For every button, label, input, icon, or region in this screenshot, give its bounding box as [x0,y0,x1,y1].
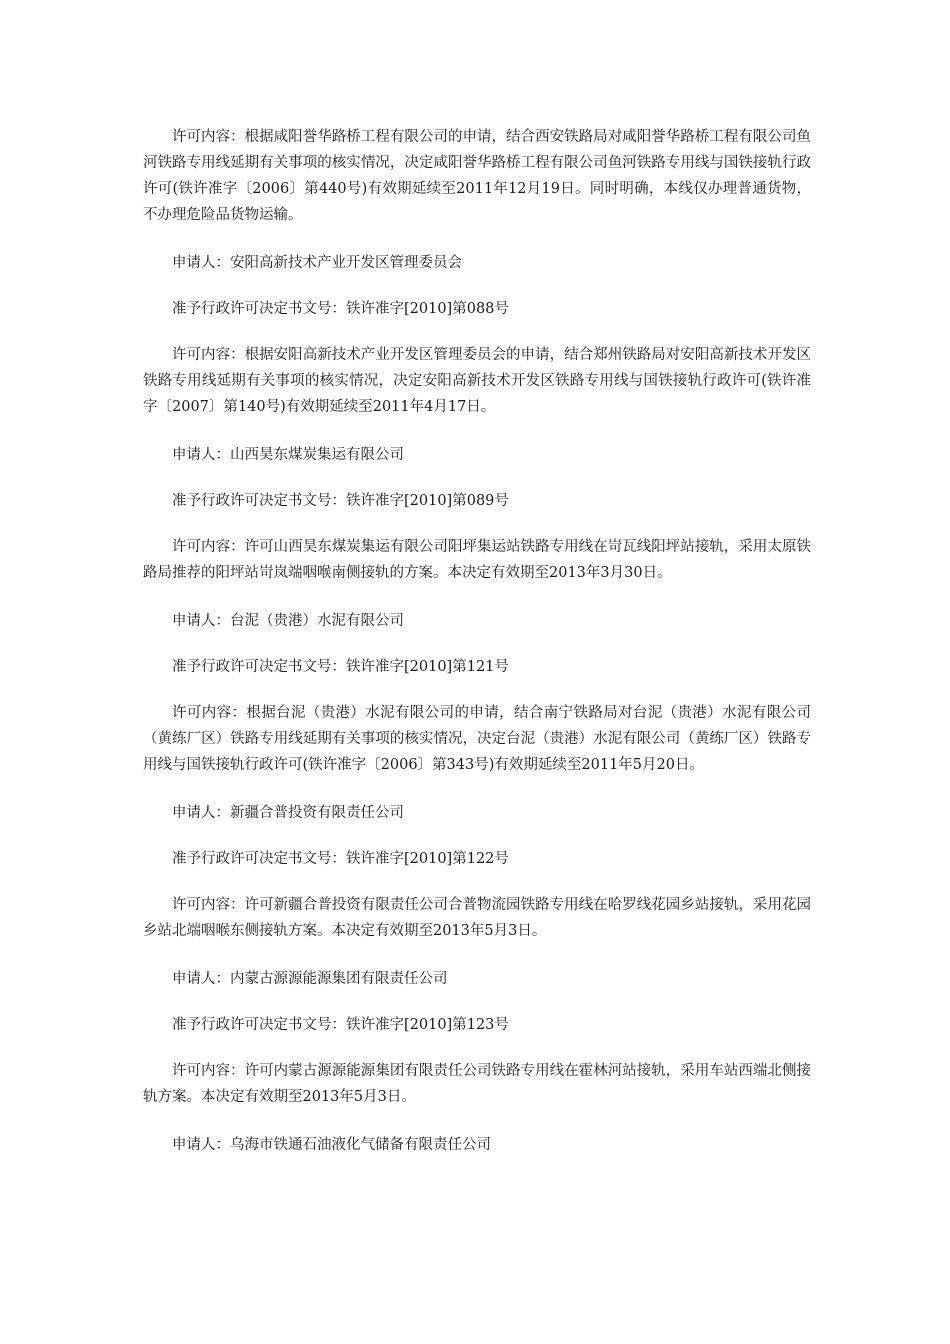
decision-doc-number: 准予行政许可决定书文号：铁许准字[2010]第122号 [172,851,509,867]
permit-content: 许可内容：许可山西昊东煤炭集运有限公司阳坪集运站铁路专用线在岢瓦线阳坪站接轨，采用太原铁路局推荐的阳坪站岢岚端咽喉南侧接轨的方案。本决定有效期至2013年3月30日。 [143,539,811,581]
decision-doc-number: 准予行政许可决定书文号：铁许准字[2010]第121号 [172,659,509,675]
applicant-line: 申请人：台泥（贵港）水泥有限公司 [172,613,404,629]
applicant-line: 申请人：乌海市铁通石油液化气储备有限责任公司 [172,1137,491,1153]
decision-doc-number: 准予行政许可决定书文号：铁许准字[2010]第088号 [172,301,509,317]
applicant-line: 申请人：内蒙古源源能源集团有限责任公司 [172,971,448,987]
permit-content: 许可内容：根据安阳高新技术产业开发区管理委员会的申请，结合郑州铁路局对安阳高新技术开发区铁路专用线延期有关事项的核实情况，决定安阳高新技术开发区铁路专用线与国铁接轨行政许可(铁许准字〔2007〕第140号)有效期延续至2011年4月17日。 [143,347,811,415]
decision-doc-number: 准予行政许可决定书文号：铁许准字[2010]第089号 [172,493,509,509]
document-body [143,124,811,1178]
applicant-line: 申请人：新疆合普投资有限责任公司 [172,805,404,821]
permit-content: 许可内容：根据咸阳誉华路桥工程有限公司的申请，结合西安铁路局对咸阳誉华路桥工程有限公司鱼河铁路专用线延期有关事项的核实情况，决定咸阳誉华路桥工程有限公司鱼河铁路专用线与国铁接轨行政许可(铁许准字〔2006〕第440号)有效期延续至2011年12月19日。同时明确，本线仅办理普通货物，不办理危险品货物运输。 [143,129,811,223]
applicant-line: 申请人：安阳高新技术产业开发区管理委员会 [172,255,462,271]
permit-content: 许可内容：许可新疆合普投资有限责任公司合普物流园铁路专用线在哈罗线花园乡站接轨，采用花园乡站北端咽喉东侧接轨方案。本决定有效期至2013年5月3日。 [143,897,811,939]
permit-content: 许可内容：根据台泥（贵港）水泥有限公司的申请，结合南宁铁路局对台泥（贵港）水泥有限公司（黄练厂区）铁路专用线延期有关事项的核实情况，决定台泥（贵港）水泥有限公司（黄练厂区）铁路专用线与国铁接轨行政许可(铁许准字〔2006〕第343号)有效期延续至2011年5月20日。 [143,705,811,773]
permit-content: 许可内容：许可内蒙古源源能源集团有限责任公司铁路专用线在霍林河站接轨，采用车站西端北侧接轨方案。本决定有效期至2013年5月3日。 [143,1063,811,1105]
decision-doc-number: 准予行政许可决定书文号：铁许准字[2010]第123号 [172,1017,509,1033]
applicant-line: 申请人：山西昊东煤炭集运有限公司 [172,447,404,463]
